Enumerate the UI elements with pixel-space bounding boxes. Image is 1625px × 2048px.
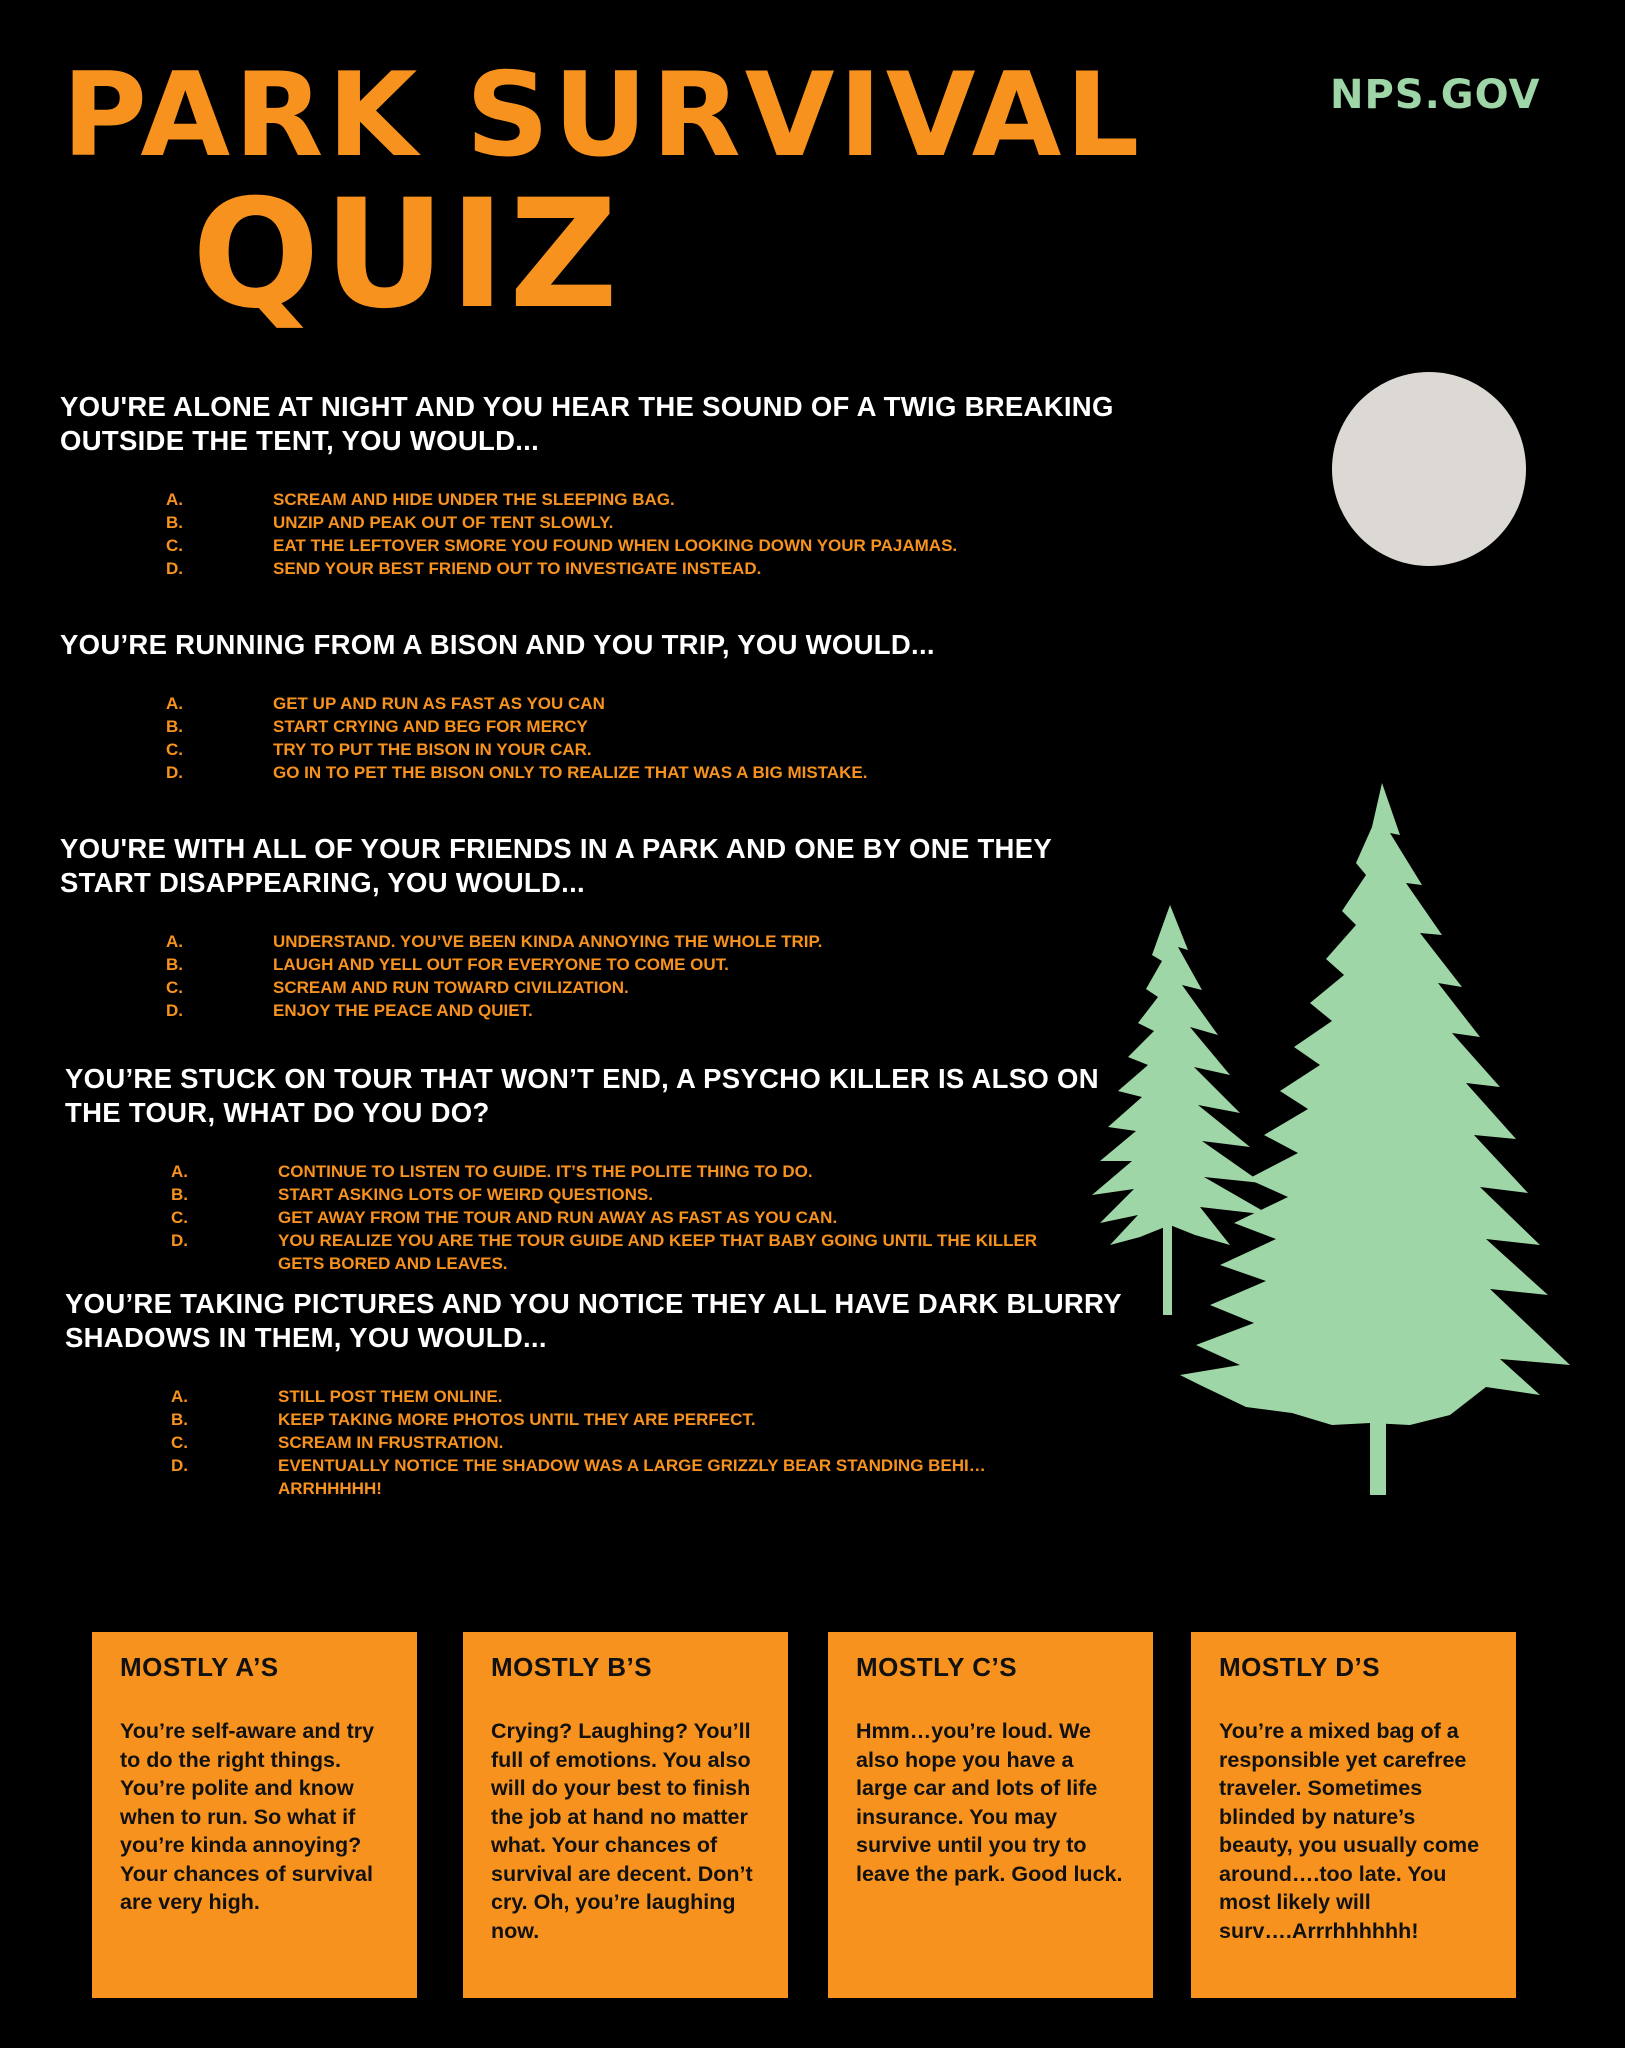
answer-text: SEND YOUR BEST FRIEND OUT TO INVESTIGATE INSTEAD.: [273, 559, 762, 578]
answer-text: UNZIP AND PEAK OUT OF TENT SLOWLY.: [273, 513, 614, 532]
answer-option[interactable]: [65, 1408, 1125, 1431]
answer-text: START ASKING LOTS OF WEIRD QUESTIONS.: [278, 1185, 653, 1204]
answer-text: EVENTUALLY NOTICE THE SHADOW WAS A LARGE GRIZZLY BEAR STANDING BEHI…ARRHHHHH!: [278, 1456, 986, 1498]
answer-text: GO IN TO PET THE BISON ONLY TO REALIZE THAT WAS A BIG MISTAKE.: [273, 763, 868, 782]
answer-letter: C.: [166, 536, 183, 555]
answer-letter: A.: [166, 490, 183, 509]
answer-letter: C.: [171, 1433, 188, 1452]
result-text: You’re self-aware and try to do the right things. You’re polite and know when to run. So what if you’re kinda annoying? Your chances of survival are very high.: [120, 1719, 375, 1914]
question-text: YOU’RE TAKING PICTURES AND YOU NOTICE THEY ALL HAVE DARK BLURRY SHADOWS IN THEM, YOU WOULD...: [65, 1288, 1122, 1353]
answer-option[interactable]: [60, 488, 1120, 511]
answer-letter: B.: [171, 1185, 188, 1204]
result-heading: MOSTLY D’S: [1219, 1652, 1381, 1682]
answer-text: TRY TO PUT THE BISON IN YOUR CAR.: [273, 740, 592, 759]
answer-option[interactable]: [60, 761, 1120, 784]
answer-text: EAT THE LEFTOVER SMORE YOU FOUND WHEN LOOKING DOWN YOUR PAJAMAS.: [273, 536, 958, 555]
answer-text: SCREAM AND HIDE UNDER THE SLEEPING BAG.: [273, 490, 675, 509]
answer-letter: D.: [166, 763, 183, 782]
question-4: [65, 1062, 1125, 1275]
answer-list: [60, 692, 1120, 784]
answer-text: START CRYING AND BEG FOR MERCY: [273, 717, 588, 736]
answer-letter: A.: [166, 932, 183, 951]
answer-text: GET UP AND RUN AS FAST AS YOU CAN: [273, 694, 605, 713]
answer-text: CONTINUE TO LISTEN TO GUIDE. IT’S THE POLITE THING TO DO.: [278, 1162, 813, 1181]
answer-letter: A.: [171, 1162, 188, 1181]
result-text: Hmm…you’re loud. We also hope you have a large car and lots of life insurance. You may survive until you try to leave the park. Good luck.: [856, 1719, 1123, 1886]
answer-text: YOU REALIZE YOU ARE THE TOUR GUIDE AND KEEP THAT BABY GOING UNTIL THE KILLER GETS BORED AND LEAVES.: [278, 1231, 1038, 1273]
answer-option[interactable]: [60, 511, 1120, 534]
answer-option[interactable]: [60, 999, 1120, 1022]
pine-trees-icon: [1070, 775, 1590, 1505]
answer-letter: A.: [171, 1387, 188, 1406]
title-line-2: QUIZ: [192, 168, 622, 342]
answer-letter: B.: [166, 717, 183, 736]
moon-icon: [1332, 372, 1526, 566]
answer-letter: B.: [166, 955, 183, 974]
question-text: YOU'RE ALONE AT NIGHT AND YOU HEAR THE SOUND OF A TWIG BREAKING OUTSIDE THE TENT, YOU WOULD...: [60, 391, 1114, 456]
answer-list: [65, 1160, 1125, 1275]
answer-text: UNDERSTAND. YOU’VE BEEN KINDA ANNOYING THE WHOLE TRIP.: [273, 932, 823, 951]
answer-letter: D.: [171, 1456, 188, 1475]
question-text: YOU’RE STUCK ON TOUR THAT WON’T END, A PSYCHO KILLER IS ALSO ON THE TOUR, WHAT DO YOU DO?: [65, 1063, 1099, 1128]
site-logo-text[interactable]: NPS.GOV: [1330, 72, 1541, 118]
answer-option[interactable]: [65, 1206, 1125, 1229]
result-heading: MOSTLY C’S: [856, 1652, 1018, 1682]
answer-option[interactable]: [60, 953, 1120, 976]
answer-option[interactable]: [60, 692, 1120, 715]
answer-list: [65, 1385, 1125, 1500]
question-2: [60, 628, 1120, 784]
result-text: Crying? Laughing? You’ll full of emotions. You also will do your best to finish the job at hand no matter what. Your chances of survival are decent. Don’t cry. Oh, you’re laughing now.: [491, 1719, 753, 1943]
answer-option[interactable]: [60, 534, 1120, 557]
answer-text: SCREAM IN FRUSTRATION.: [278, 1433, 504, 1452]
result-box-c: [828, 1632, 1153, 1998]
result-heading: MOSTLY A’S: [120, 1652, 279, 1682]
result-box-d: [1191, 1632, 1516, 1998]
title-line-1: PARK SURVIVAL: [62, 48, 1144, 183]
answer-option[interactable]: [65, 1183, 1125, 1206]
answer-list: [60, 930, 1120, 1022]
answer-option[interactable]: [65, 1385, 1125, 1408]
answer-text: GET AWAY FROM THE TOUR AND RUN AWAY AS FAST AS YOU CAN.: [278, 1208, 838, 1227]
answer-letter: B.: [166, 513, 183, 532]
answer-letter: D.: [166, 559, 183, 578]
answer-letter: D.: [171, 1231, 188, 1250]
answer-option[interactable]: [65, 1160, 1125, 1183]
answer-text: LAUGH AND YELL OUT FOR EVERYONE TO COME OUT.: [273, 955, 729, 974]
question-text: YOU’RE RUNNING FROM A BISON AND YOU TRIP, YOU WOULD...: [60, 629, 935, 660]
answer-option[interactable]: [60, 557, 1120, 580]
answer-option[interactable]: [65, 1431, 1125, 1454]
answer-letter: C.: [171, 1208, 188, 1227]
answer-option[interactable]: [60, 930, 1120, 953]
answer-option[interactable]: [65, 1454, 1125, 1500]
question-text: YOU'RE WITH ALL OF YOUR FRIENDS IN A PARK AND ONE BY ONE THEY START DISAPPEARING, YOU WOULD...: [60, 833, 1052, 898]
result-box-b: [463, 1632, 788, 1998]
answer-text: SCREAM AND RUN TOWARD CIVILIZATION.: [273, 978, 629, 997]
answer-text: KEEP TAKING MORE PHOTOS UNTIL THEY ARE PERFECT.: [278, 1410, 756, 1429]
answer-letter: A.: [166, 694, 183, 713]
answer-letter: C.: [166, 740, 183, 759]
answer-option[interactable]: [65, 1229, 1125, 1275]
answer-letter: D.: [166, 1001, 183, 1020]
answer-option[interactable]: [60, 976, 1120, 999]
question-1: [60, 390, 1120, 580]
result-text: You’re a mixed bag of a responsible yet carefree traveler. Sometimes blinded by nature’s beauty, you usually come around….too late. You most likely will surv….Arrrhhhhhh!: [1219, 1719, 1480, 1943]
answer-text: STILL POST THEM ONLINE.: [278, 1387, 503, 1406]
result-heading: MOSTLY B’S: [491, 1652, 653, 1682]
answer-letter: B.: [171, 1410, 188, 1429]
answer-text: ENJOY THE PEACE AND QUIET.: [273, 1001, 533, 1020]
small-pine-tree-icon: [1092, 905, 1270, 1315]
answer-list: [60, 488, 1120, 580]
answer-letter: C.: [166, 978, 183, 997]
answer-option[interactable]: [60, 738, 1120, 761]
result-box-a: [92, 1632, 417, 1998]
answer-option[interactable]: [60, 715, 1120, 738]
question-5: [65, 1287, 1125, 1500]
question-3: [60, 832, 1120, 1022]
